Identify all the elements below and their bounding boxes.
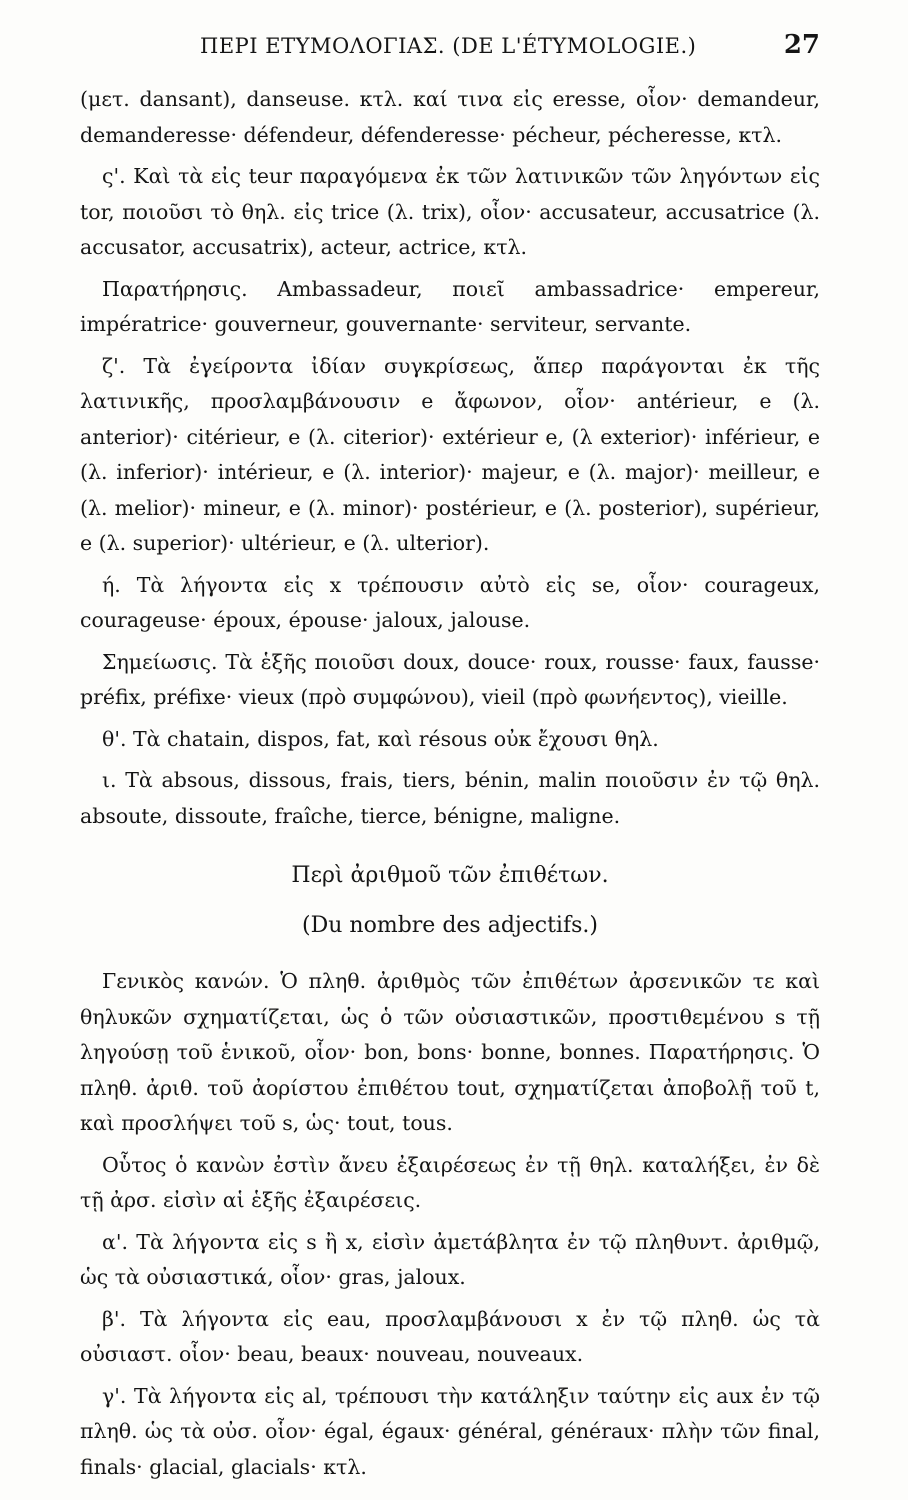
paragraph-exception-a: α'. Τὰ λήγοντα εἰς s ἢ x, εἰσὶν ἀμετάβλητα ἐν τῷ πληθυντ. ἀριθμῷ, ὡς τὰ οὐσιαστικά, οἷον· gras, jaloux.: [80, 1229, 820, 1289]
paragraph-rule-6: ς'. Καὶ τὰ εἰς teur παραγόμενα ἐκ τῶν λατινικῶν τῶν ληγόντων εἰς tor, ποιοῦσι τὸ θηλ. εἰς trice (λ. trix), οἷον· accusateur, accusatrice (λ. accusator, accusatrix), acteur, actrice, κτλ.: [80, 164, 820, 259]
paragraph-continuation: (μετ. dansant), danseuse. κτλ. καί τινα εἰς eresse, οἷον· demandeur, demanderesse· défendeur, défenderesse· pécheur, pécheresse, κτλ.: [80, 87, 820, 147]
paragraph-rule-7: ζ'. Τὰ ἐγείροντα ἰδίαν συγκρίσεως, ἅπερ παράγονται ἐκ τῆς λατινικῆς, προσλαμβάνουσιν e ἄφωνον, οἷον· antérieur, e (λ. anterior)· citérieur, e (λ. citerior)· extérieur e, (λ exterior)· inférieur, e (λ. inferior)· intérieur, e (λ. interior)· majeur, e (λ. major)· meilleur, e (λ. melior)· mineur, e (λ. minor)· postérieur, e (λ. posterior), supérieur, e (λ. superior)· ultérieur, e (λ. ulterior).: [80, 353, 820, 555]
paragraph-exception-c: γ'. Τὰ λήγοντα εἰς al, τρέπουσι τὴν κατάληξιν ταύτην εἰς aux ἐν τῷ πληθ. ὡς τὰ οὐσ. οἷον· égal, égaux· général, généraux· πλὴν τῶν final, finals· glacial, glacials· κτλ.: [80, 1383, 820, 1479]
paragraph-rule-8: ή. Τὰ λήγοντα εἰς x τρέπουσιν αὐτὸ εἰς se, οἷον· courageux, courageuse· époux, épouse· jaloux, jalouse.: [80, 572, 820, 632]
body-text: [80, 82, 820, 1491]
section-title-french: (Du nombre des adjectifs.): [302, 913, 598, 938]
paragraph-general-rule: Γενικὸς κανών. Ὁ πληθ. ἀριθμὸς τῶν ἐπιθέτων ἀρσενικῶν τε καὶ θηλυκῶν σχηματίζεται, ὡς ὁ τῶν οὐσιαστικῶν, προστιθεμένου s τῇ ληγούσῃ τοῦ ἑνικοῦ, οἷον· bon, bons· bonne, bonnes. Παρατήρησις. Ὁ πληθ. ἀριθ. τοῦ ἀορίστου ἐπιθέτου tout, σχηματίζεται ἀποβολῇ τοῦ t, καὶ προσλήψει τοῦ s, ὡς· tout, tous.: [80, 969, 820, 1135]
paragraph-rule-9: θ'. Τὰ chatain, dispos, fat, καὶ résous οὐκ ἔχουσι θηλ.: [102, 726, 659, 751]
paragraph-exceptions-intro: Οὗτος ὁ κανὼν ἐστὶν ἄνευ ἐξαιρέσεως ἐν τῇ θηλ. καταλήξει, ἐν δὲ τῇ ἀρσ. εἰσὶν αἱ ἑξῆς ἐξαιρέσεις.: [80, 1152, 820, 1212]
running-head: ΠΕΡΙ ΕΤΥΜΟΛΟΓΙΑΣ. (DE L'ÉTYMOLOGIE.): [200, 34, 697, 58]
paragraph-note-ambassadeur: Παρατήρησις. Ambassadeur, ποιεῖ ambassadrice· empereur, impératrice· gouverneur, gouvernante· serviteur, servante.: [80, 276, 820, 336]
page-number: 27: [783, 30, 820, 60]
section-title-greek: Περὶ ἀριθμοῦ τῶν ἐπιθέτων.: [291, 863, 609, 888]
page-header: [80, 30, 820, 64]
paragraph-remark: Σημείωσις. Τὰ ἑξῆς ποιοῦσι doux, douce· roux, rousse· faux, fausse· préfix, préfixe· vieux (πρὸ συμφώνου), vieil (πρὸ φωνήεντος), vieille.: [80, 649, 820, 709]
paragraph-rule-10: ι. Τὰ absous, dissous, frais, tiers, bénin, malin ποιοῦσιν ἐν τῷ θηλ. absoute, dissoute, fraîche, tierce, bénigne, maligne.: [80, 768, 820, 828]
paragraph-exception-b: β'. Τὰ λήγοντα εἰς eau, προσλαμβάνουσι x ἐν τῷ πληθ. ὡς τὰ οὐσιαστ. οἷον· beau, beaux· nouveau, nouveaux.: [80, 1306, 820, 1366]
